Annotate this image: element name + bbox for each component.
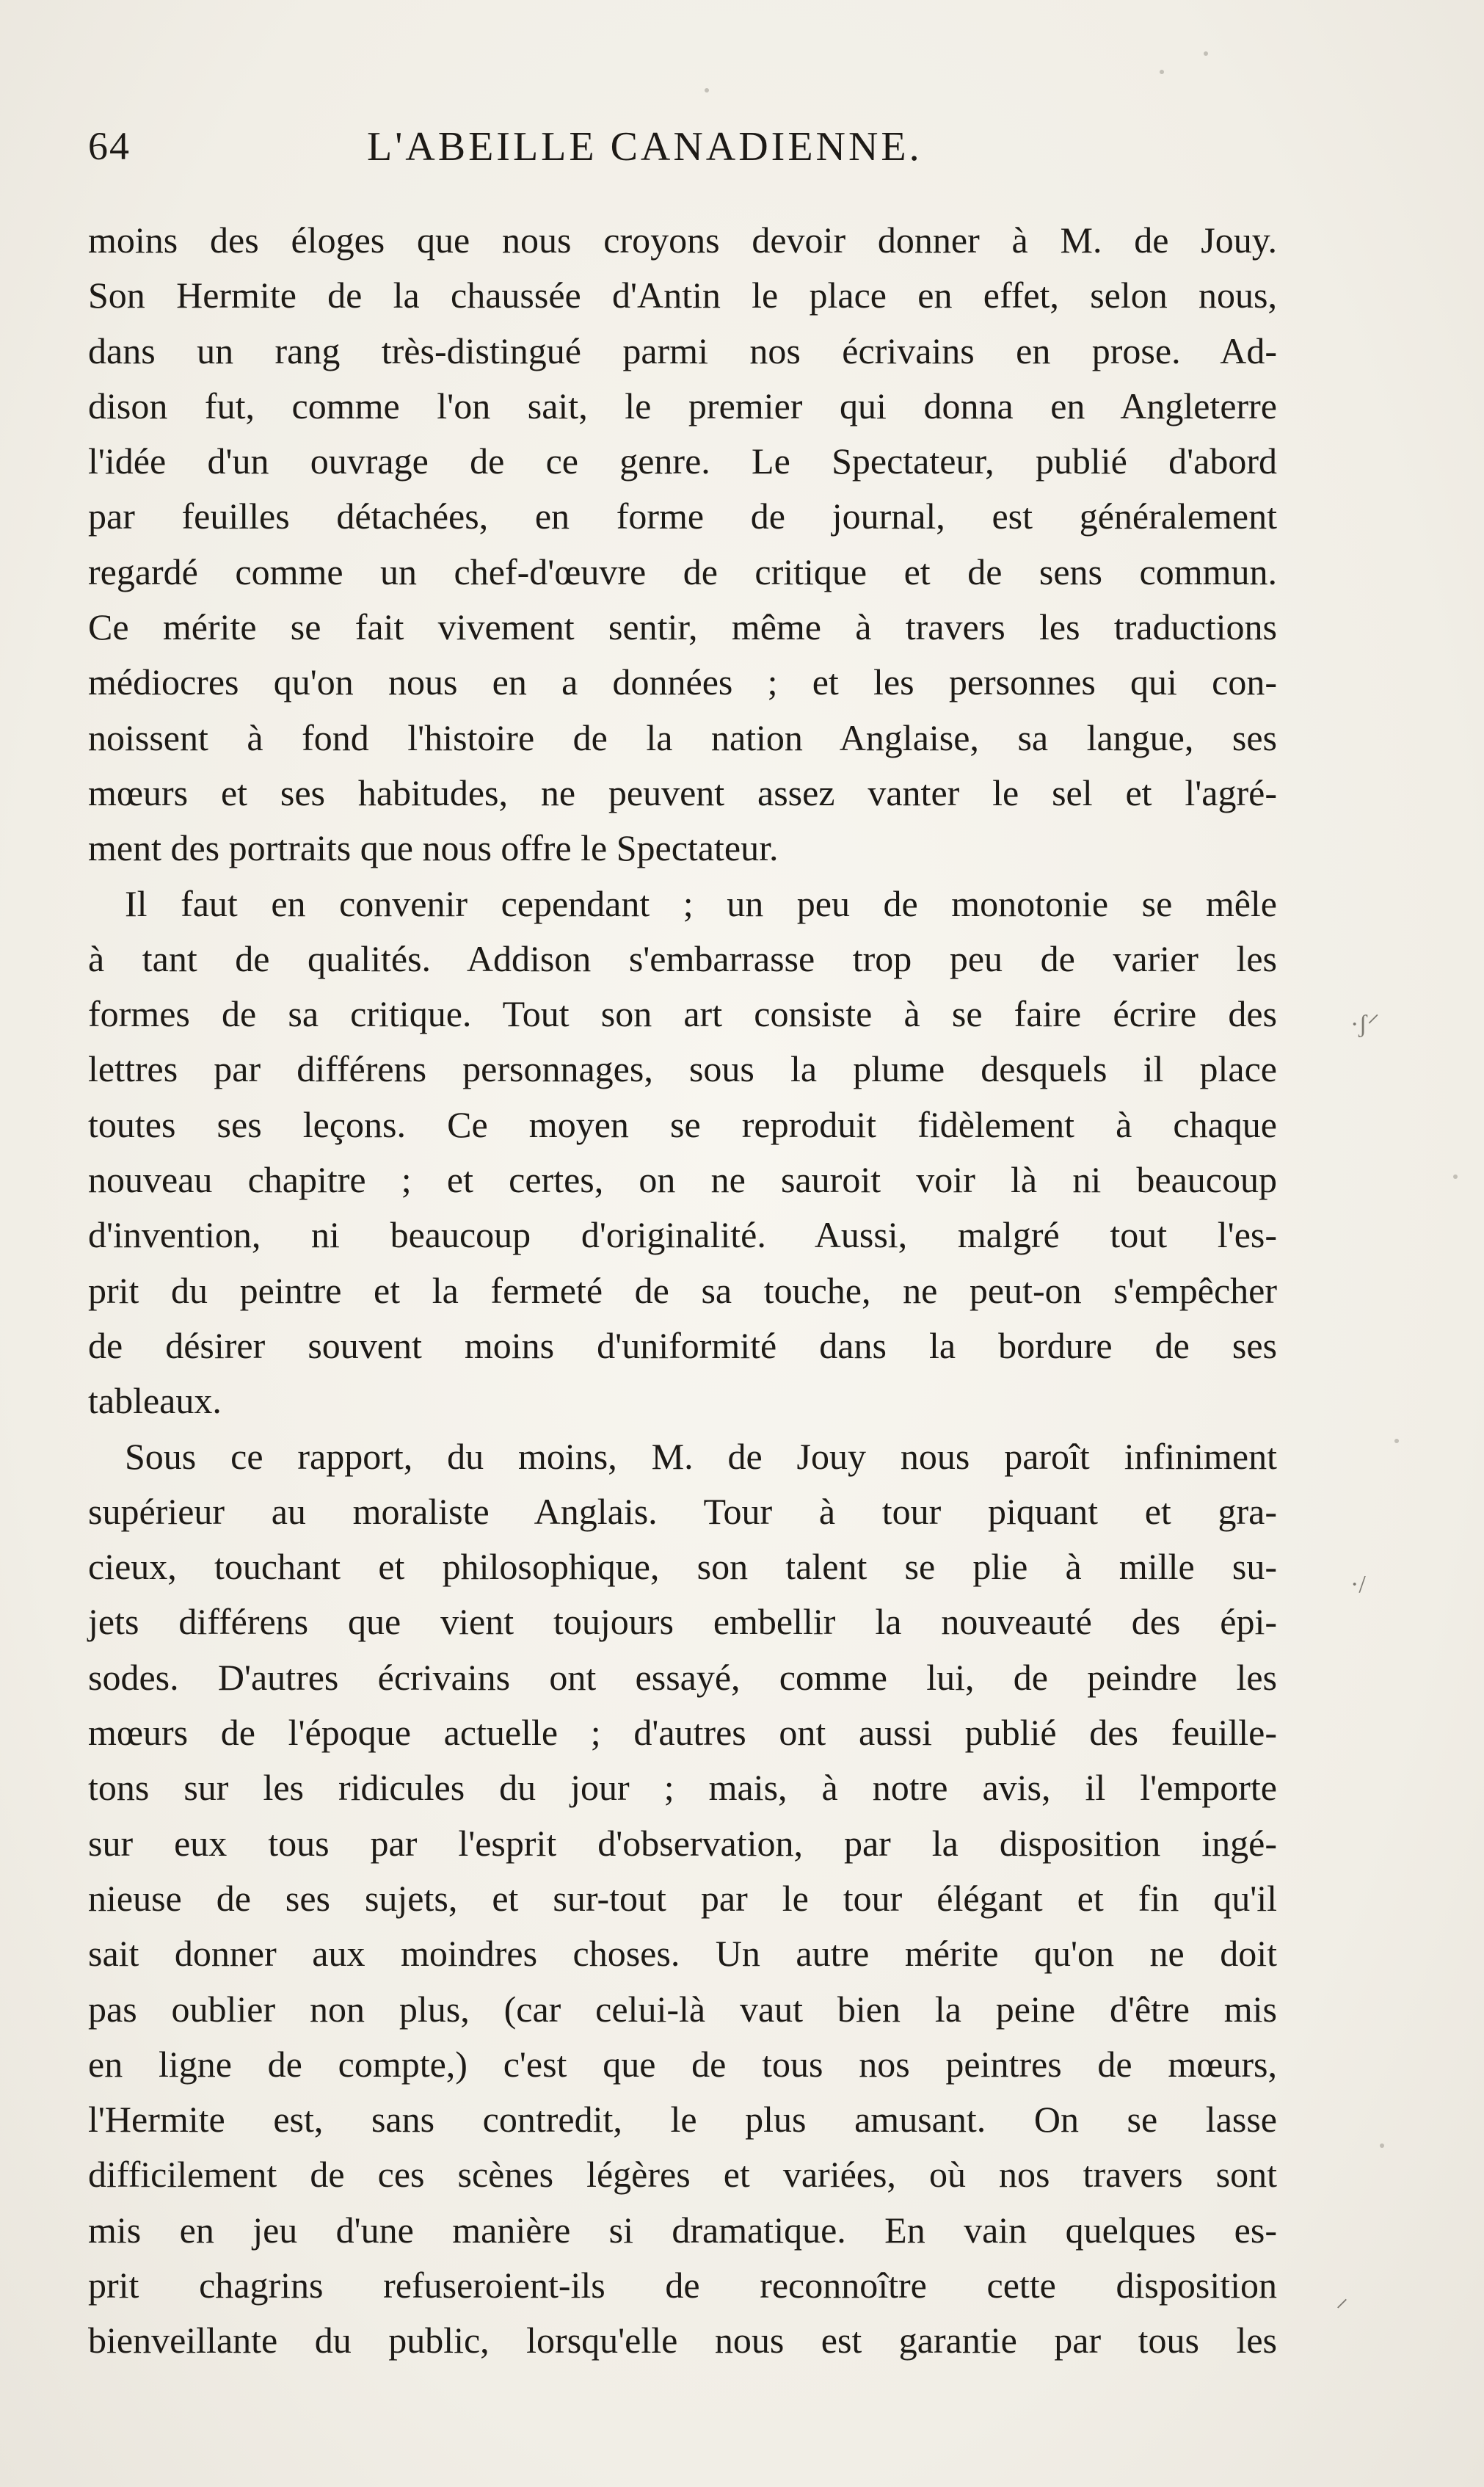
text-line: prit chagrins refuseroient-ils de reconnoître cette disposition [88,2264,1277,2306]
text-line: dison fut, comme l'on sait, le premier qui donna en Angleterre [88,385,1277,426]
text-line: jets différens que vient toujours embellir la nouveauté des épi- [88,1601,1277,1643]
text-line: en ligne de compte,) c'est que de tous nos peintres de mœurs, [88,2043,1277,2085]
text-line: difficilement de ces scènes légères et variées, où nos travers sont [88,2154,1277,2196]
paper-speckle [705,88,709,92]
page-header [88,123,1350,197]
text-line: Son Hermite de la chaussée d'Antin le place en effet, selon nous, [88,275,1277,316]
text-line: mœurs et ses habitudes, ne peuvent assez vanter le sel et l'agré- [88,771,1277,813]
text-line: nouveau chapitre ; et certes, on ne sauroit voir là ni beaucoup [88,1159,1277,1201]
text-line: Il faut en convenir cependant ; un peu de monotonie se mêle [125,882,1277,924]
text-line: moins des éloges que nous croyons devoir donner à M. de Jouy. [88,219,1277,261]
paper-speckle [1380,2143,1384,2148]
text-line: Sous ce rapport, du moins, M. de Jouy nous paroît infiniment [125,1435,1277,1477]
paper-speckle [1204,51,1208,56]
text-line: sait donner aux moindres choses. Un autre mérite qu'on ne doit [88,1933,1277,1975]
text-line: dans un rang très-distingué parmi nos écrivains en prose. Ad- [88,330,1277,371]
text-line: l'idée d'un ouvrage de ce genre. Le Spectateur, publié d'abord [88,440,1277,482]
text-line: pas oublier non plus, (car celui-là vaut bien la peine d'être mis [88,1988,1277,2030]
text-line: toutes ses leçons. Ce moyen se reproduit fidèlement à chaque [88,1103,1277,1145]
text-line: bienveillante du public, lorsqu'elle nous est garantie par tous les [88,2320,1277,2361]
text-line: mis en jeu d'une manière si dramatique. En vain quelques es- [88,2209,1277,2251]
text-line: Ce mérite se fait vivement sentir, même à travers les traductions [88,606,1277,648]
text-line: prit du peintre et la fermeté de sa touche, ne peut-on s'empêcher [88,1269,1277,1311]
text-line: l'Hermite est, sans contredit, le plus amusant. On se lasse [88,2099,1277,2141]
running-title: L'ABEILLE CANADIENNE. [367,124,923,170]
paper-speckle [1394,1439,1399,1443]
text-line: cieux, touchant et philosophique, son talent se plie à mille su- [88,1546,1277,1588]
text-line: supérieur au moraliste Anglais. Tour à tour piquant et gra- [88,1490,1277,1532]
text-line: lettres par différens personnages, sous la plume desquels il place [88,1048,1277,1090]
page-number: 64 [88,124,131,168]
text-line: noissent à fond l'histoire de la nation Anglaise, sa langue, ses [88,716,1277,758]
margin-mark: ⸍ [1336,2295,1348,2323]
text-line: de désirer souvent moins d'uniformité dans la bordure de ses [88,1324,1277,1366]
text-line: tableaux. [88,1380,222,1422]
text-line: tons sur les ridicules du jour ; mais, à notre avis, il l'emporte [88,1767,1277,1809]
text-line: d'invention, ni beaucoup d'originalité. Aussi, malgré tout l'es- [88,1214,1277,1256]
margin-mark: ·ʃ⸍ [1350,1011,1380,1038]
text-line: médiocres qu'on nous en a données ; et les personnes qui con- [88,661,1277,703]
text-line: ment des portraits que nous offre le Spectateur. [88,827,779,869]
body-text [88,213,1277,2369]
paper-speckle [1160,70,1164,74]
text-line: mœurs de l'époque actuelle ; d'autres ont aussi publié des feuille- [88,1712,1277,1754]
text-line: formes de sa critique. Tout son art consiste à se faire écrire des [88,993,1277,1035]
text-line: à tant de qualités. Addison s'embarrasse trop peu de varier les [88,937,1277,979]
text-line: nieuse de ses sujets, et sur-tout par le tour élégant et fin qu'il [88,1877,1277,1919]
paper-speckle [1453,1174,1458,1179]
text-line: sodes. D'autres écrivains ont essayé, comme lui, de peindre les [88,1656,1277,1698]
text-line: sur eux tous par l'esprit d'observation, par la disposition ingé- [88,1822,1277,1864]
text-line: par feuilles détachées, en forme de journal, est généralement [88,495,1277,537]
margin-mark: ·/ [1350,1571,1366,1598]
text-line: regardé comme un chef-d'œuvre de critique et de sens commun. [88,551,1277,592]
